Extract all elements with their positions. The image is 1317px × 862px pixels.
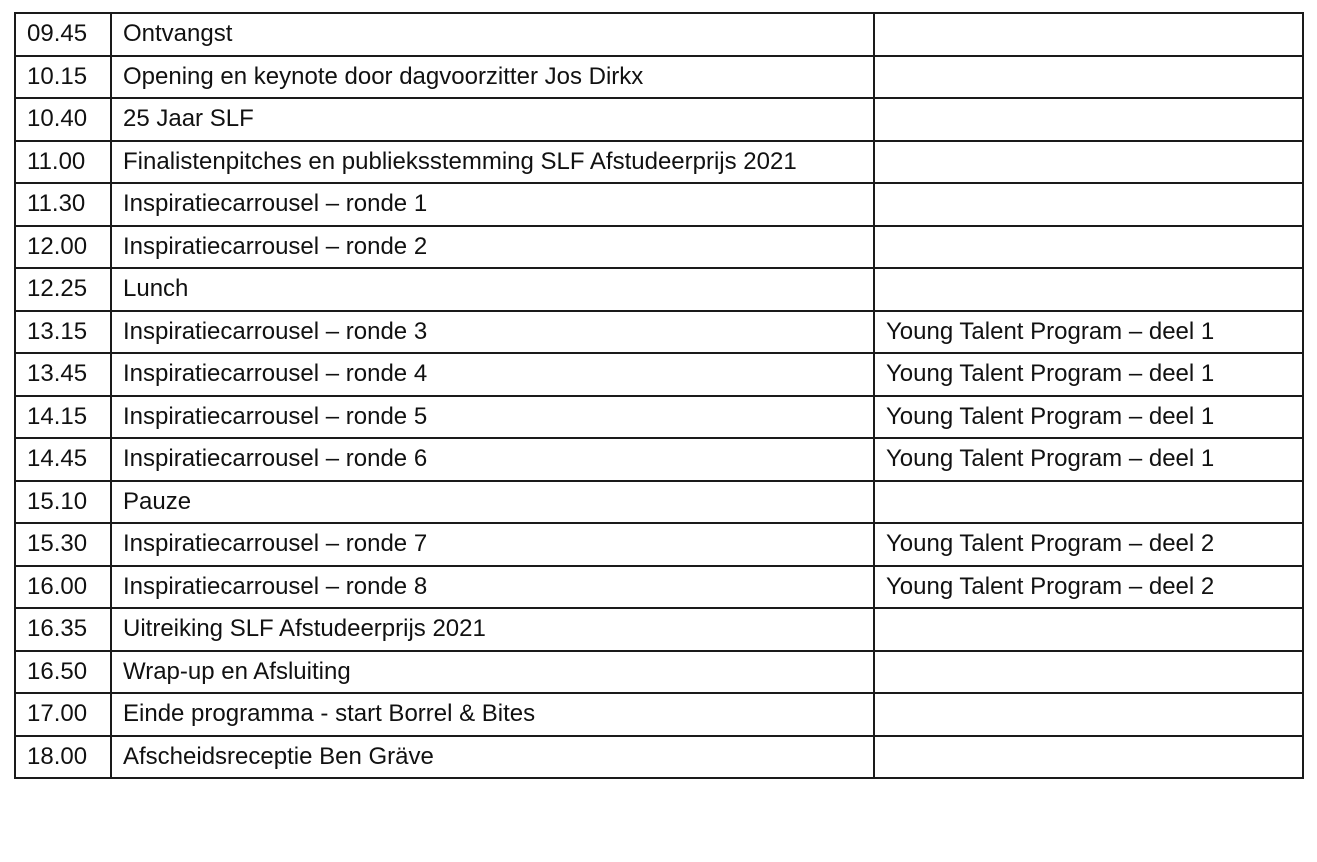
extra-cell: Young Talent Program – deel 1 (874, 438, 1303, 481)
extra-cell: Young Talent Program – deel 2 (874, 523, 1303, 566)
table-row (15, 736, 1303, 779)
table-row (15, 311, 1303, 354)
event-cell: 25 Jaar SLF (111, 98, 874, 141)
table-row (15, 693, 1303, 736)
event-cell: Inspiratiecarrousel – ronde 5 (111, 396, 874, 439)
time-cell: 15.10 (15, 481, 111, 524)
extra-cell: Young Talent Program – deel 2 (874, 566, 1303, 609)
extra-cell: Young Talent Program – deel 1 (874, 396, 1303, 439)
event-cell: Finalistenpitches en publieksstemming SLF Afstudeerprijs 2021 (111, 141, 874, 184)
table-row (15, 651, 1303, 694)
event-cell: Opening en keynote door dagvoorzitter Jos Dirkx (111, 56, 874, 99)
extra-cell: Young Talent Program – deel 1 (874, 353, 1303, 396)
time-cell: 10.15 (15, 56, 111, 99)
time-cell: 09.45 (15, 13, 111, 56)
event-cell: Inspiratiecarrousel – ronde 7 (111, 523, 874, 566)
extra-cell (874, 183, 1303, 226)
extra-cell (874, 226, 1303, 269)
extra-cell (874, 141, 1303, 184)
time-cell: 15.30 (15, 523, 111, 566)
time-cell: 14.15 (15, 396, 111, 439)
table-row (15, 396, 1303, 439)
extra-cell: Young Talent Program – deel 1 (874, 311, 1303, 354)
extra-cell (874, 693, 1303, 736)
event-cell: Pauze (111, 481, 874, 524)
extra-cell (874, 13, 1303, 56)
time-cell: 17.00 (15, 693, 111, 736)
extra-cell (874, 98, 1303, 141)
event-cell: Inspiratiecarrousel – ronde 8 (111, 566, 874, 609)
time-cell: 10.40 (15, 98, 111, 141)
time-cell: 14.45 (15, 438, 111, 481)
extra-cell (874, 56, 1303, 99)
table-row (15, 353, 1303, 396)
table-row (15, 226, 1303, 269)
time-cell: 12.00 (15, 226, 111, 269)
extra-cell (874, 481, 1303, 524)
time-cell: 18.00 (15, 736, 111, 779)
event-cell: Wrap-up en Afsluiting (111, 651, 874, 694)
event-cell: Inspiratiecarrousel – ronde 1 (111, 183, 874, 226)
time-cell: 13.45 (15, 353, 111, 396)
time-cell: 16.00 (15, 566, 111, 609)
time-cell: 13.15 (15, 311, 111, 354)
table-row (15, 523, 1303, 566)
table-row (15, 566, 1303, 609)
schedule-body (15, 13, 1303, 778)
table-row (15, 183, 1303, 226)
event-cell: Ontvangst (111, 13, 874, 56)
extra-cell (874, 736, 1303, 779)
schedule-table (14, 12, 1304, 779)
table-row (15, 608, 1303, 651)
event-cell: Uitreiking SLF Afstudeerprijs 2021 (111, 608, 874, 651)
event-cell: Inspiratiecarrousel – ronde 3 (111, 311, 874, 354)
table-row (15, 141, 1303, 184)
table-row (15, 268, 1303, 311)
event-cell: Einde programma - start Borrel & Bites (111, 693, 874, 736)
extra-cell (874, 268, 1303, 311)
time-cell: 11.00 (15, 141, 111, 184)
time-cell: 16.35 (15, 608, 111, 651)
table-row (15, 56, 1303, 99)
event-cell: Inspiratiecarrousel – ronde 6 (111, 438, 874, 481)
table-row (15, 13, 1303, 56)
table-row (15, 98, 1303, 141)
time-cell: 16.50 (15, 651, 111, 694)
table-row (15, 438, 1303, 481)
event-cell: Inspiratiecarrousel – ronde 4 (111, 353, 874, 396)
time-cell: 11.30 (15, 183, 111, 226)
event-cell: Inspiratiecarrousel – ronde 2 (111, 226, 874, 269)
extra-cell (874, 651, 1303, 694)
event-cell: Lunch (111, 268, 874, 311)
table-row (15, 481, 1303, 524)
extra-cell (874, 608, 1303, 651)
time-cell: 12.25 (15, 268, 111, 311)
event-cell: Afscheidsreceptie Ben Gräve (111, 736, 874, 779)
